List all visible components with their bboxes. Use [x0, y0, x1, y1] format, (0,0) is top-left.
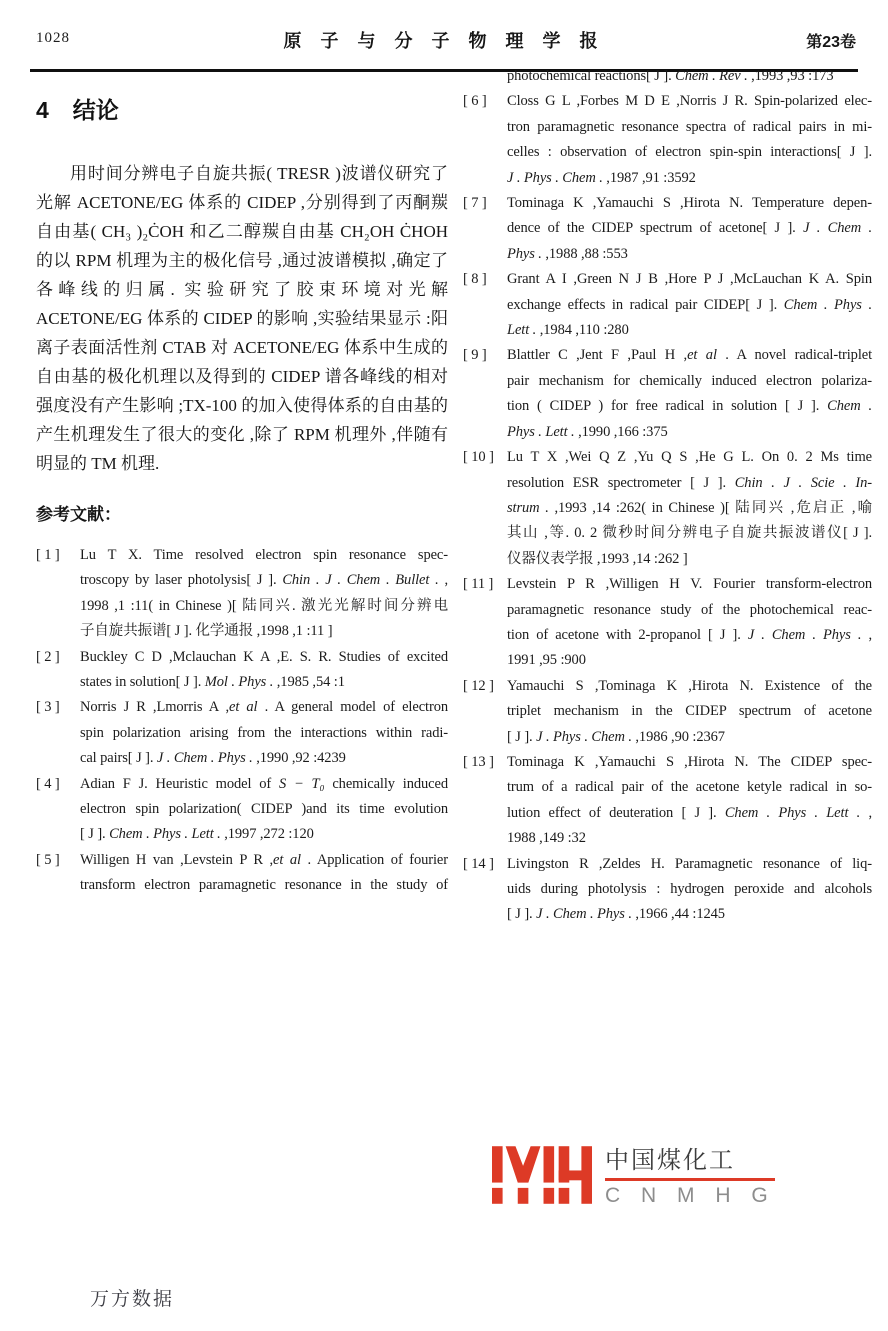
reference-line: electron spin polarization( CIDEP )and its time evolution — [80, 801, 448, 818]
reference-line: Closs G L ,Forbes M D E ,Norris J R. Spin-polarized elec- — [507, 93, 872, 110]
reference-item — [463, 674, 872, 750]
reference-item — [36, 772, 448, 848]
reference-line: Willigen H van ,Levstein P R ,et al . Application of fourier — [80, 851, 449, 868]
reference-line: 1988 ,149 :32 — [507, 830, 586, 847]
reference-line: [ J ]. J . Chem . Phys . ,1966 ,44 :1245 — [507, 906, 725, 923]
left-column — [36, 92, 448, 899]
reference-item — [463, 750, 872, 852]
reference-line: tion of acetone with 2-propanol [ J ]. J . Chem . Phys . , — [507, 626, 872, 643]
reference-line: trum of a radical pair of the acetone ketyle radical in so- — [507, 779, 872, 796]
reference-line: 其山 ,等. 0. 2 微秒时间分辨电子自旋共振波谱仪[ J ]. — [507, 525, 872, 542]
reference-line: 子自旋共振谱[ J ]. 化学通报 ,1998 ,1 :11 ] — [80, 623, 333, 640]
reference-item — [463, 191, 872, 267]
reference-line: strum . ,1993 ,14 :262( in Chinese )[ 陆同兴 ,危启正 ,喻 — [507, 499, 872, 516]
reference-line: 1998 ,1 :11( in Chinese )[ 陆同兴. 激光光解时间分辨电 — [80, 597, 448, 614]
reference-line: [ J ]. Chem . Phys . Lett . ,1997 ,272 :120 — [80, 826, 314, 843]
wanfang-watermark: 万方数据 — [90, 1289, 175, 1310]
reference-label: [ 5 ] — [36, 851, 60, 868]
reference-line: uids during photolysis : hydrogen peroxide and alcohols — [507, 881, 872, 897]
reference-item — [463, 267, 872, 343]
reference-line: resolution ESR spectrometer [ J ]. Chin . J . Scie . In- — [507, 474, 873, 491]
reference-line: tron paramagnetic resonance spectra of radical pairs in mi- — [507, 118, 872, 135]
reference-item — [36, 645, 448, 696]
logo-text — [605, 1146, 775, 1209]
reference-label: [ 7 ] — [463, 195, 487, 212]
reference-line: spin polarization arising from the interactions within radi- — [80, 724, 448, 741]
section-number: 4 — [36, 97, 49, 123]
reference-line: Phys . ,1988 ,88 :553 — [507, 245, 628, 262]
section-title: 结论 — [72, 97, 119, 123]
references-right — [463, 64, 872, 928]
references-heading: 参考文献： — [36, 505, 121, 524]
reference-line: Levstein P R ,Willigen H V. Fourier transform-electron — [507, 576, 872, 593]
reference-line: pair mechanism for chemically induced electron polariza- — [507, 372, 872, 389]
reference-line: triplet mechanism in the CIDEP spectrum of acetone — [507, 703, 872, 720]
reference-line: paramagnetic resonance study of the photochemical reac- — [507, 601, 872, 618]
reference-item — [463, 343, 872, 445]
reference-item — [463, 852, 872, 928]
reference-item — [36, 848, 448, 899]
reference-label: [ 4 ] — [36, 775, 60, 792]
reference-line: dence of the CIDEP spectrum of acetone[ J ]. J . Chem . — [507, 220, 872, 237]
reference-line: Blattler C ,Jent F ,Paul H ,et al . A novel radical-triplet — [507, 347, 873, 364]
reference-label: [ 8 ] — [463, 271, 487, 288]
reference-label: [ 3 ] — [36, 699, 60, 716]
publisher-logo — [492, 1146, 775, 1209]
reference-line: Grant A I ,Green N J B ,Hore P J ,McLauchan K A. Spin — [507, 271, 872, 288]
reference-label: [ 1 ] — [36, 547, 60, 563]
page-number: 1028 — [36, 30, 70, 46]
reference-item — [36, 543, 448, 645]
reference-line: transform electron paramagnetic resonance in the study of — [80, 877, 448, 894]
reference-line: 1991 ,95 :900 — [507, 652, 586, 669]
reference-line: Adian F J. Heuristic model of S − T₀ chemically induced — [80, 775, 448, 792]
reference-line: tion ( CIDEP ) for free radical in solution [ J ]. Chem . — [507, 398, 872, 415]
reference-line: Yamauchi S ,Tominaga K ,Hirota N. Existence of the — [507, 677, 872, 694]
reference-label: [ 11 ] — [463, 576, 494, 593]
reference-line: troscopy by laser photolysis[ J ]. Chin . J . Chem . Bullet . , — [80, 572, 448, 589]
logo-cn-name: 中国煤化工 — [605, 1147, 735, 1174]
reference-item — [463, 445, 872, 572]
reference-line: lution effect of deuteration [ J ]. Chem . Phys . Lett . , — [507, 804, 872, 821]
reference-line: 仪器仪表学报 ,1993 ,14 :262 ] — [507, 550, 688, 567]
reference-item — [463, 572, 872, 674]
logo-underline — [605, 1178, 775, 1181]
reference-line: celles : observation of electron spin-spin interactions[ J ]. — [507, 144, 872, 161]
reference-line: Tominaga K ,Yamauchi S ,Hirota N. Temperature depen- — [507, 195, 872, 212]
logo-en-name: C N M H G — [605, 1183, 776, 1207]
reference-line: states in solution[ J ]. Mol . Phys . ,1985 ,54 :1 — [80, 674, 345, 691]
reference-label: [ 14 ] — [463, 855, 494, 872]
reference-line: Phys . Lett . ,1990 ,166 :375 — [507, 423, 668, 440]
section-heading — [36, 92, 448, 125]
volume-label: 第23卷 — [806, 34, 856, 51]
reference-line: Lett . ,1984 ,110 :280 — [507, 322, 629, 339]
reference-item — [36, 695, 448, 771]
right-column — [463, 64, 872, 928]
reference-label: [ 10 ] — [463, 449, 494, 466]
reference-line: [ J ]. J . Phys . Chem . ,1986 ,90 :2367 — [507, 728, 725, 745]
reference-line: photochemical reactions[ J ]. Chem . Rev . ,1993 ,93 :173 — [507, 68, 834, 84]
reference-label: [ 2 ] — [36, 648, 60, 665]
reference-item — [463, 64, 872, 89]
reference-label: [ 13 ] — [463, 753, 494, 770]
reference-label: [ 6 ] — [463, 93, 487, 110]
reference-item — [463, 89, 872, 191]
cnmhg-logo-icon — [492, 1146, 592, 1204]
reference-line: Norris J R ,Lmorris A ,et al . A general model of electron — [80, 699, 448, 716]
reference-line: Tominaga K ,Yamauchi S ,Hirota N. The CIDEP spec- — [507, 753, 872, 770]
reference-line: J . Phys . Chem . ,1987 ,91 :3592 — [507, 169, 696, 186]
journal-title: 原 子 与 分 子 物 理 学 报 — [283, 31, 605, 51]
reference-line: Lu T X. Time resolved electron spin resonance spec- — [80, 547, 448, 563]
reference-label: [ 9 ] — [463, 347, 487, 364]
reference-line: Buckley C D ,Mclauchan K A ,E. S. R. Studies of excited — [80, 648, 448, 665]
conclusion-paragraph: 用时间分辨电子自旋共振( TRESR )波谱仪研究了光解 ACETONE/EG 体系的 CIDEP ,分别得到了丙酮羰自由基( CH₃ )₂ĊOH 和乙二醇羰自由基 CH₂OH ĊHOH 的以 RPM 机理为主的极化信号 ,通过波谱模拟 ,确定了各峰线的归属. 实验研究了胶束环境对光解 ACETONE/EG 体系的 CIDEP 的影响 ,实验结果显示 :阳离子表面活性剂 CTAB 对 ACETONE/EG 体系中生成的自由基的极化机理以及得到的 CIDEP 谱各峰线的相对强度没有产生影响 ;TX-100 的加入使得体系的自由基的产生机理发生了很大的变化 ,除了 RPM 机理外 ,伴随有明显的 TM 机理. — [36, 164, 448, 473]
reference-label: [ 12 ] — [463, 677, 494, 694]
reference-line: Lu T X ,Wei Q Z ,Yu Q S ,He G L. On 0. 2 Ms time — [507, 449, 872, 466]
reference-line: cal pairs[ J ]. J . Chem . Phys . ,1990 ,92 :4239 — [80, 750, 346, 767]
references-left — [36, 543, 448, 899]
reference-line: exchange effects in radical pair CIDEP[ J ]. Chem . Phys . — [507, 296, 873, 313]
reference-line: Livingston R ,Zeldes H. Paramagnetic resonance of liq- — [507, 855, 872, 872]
